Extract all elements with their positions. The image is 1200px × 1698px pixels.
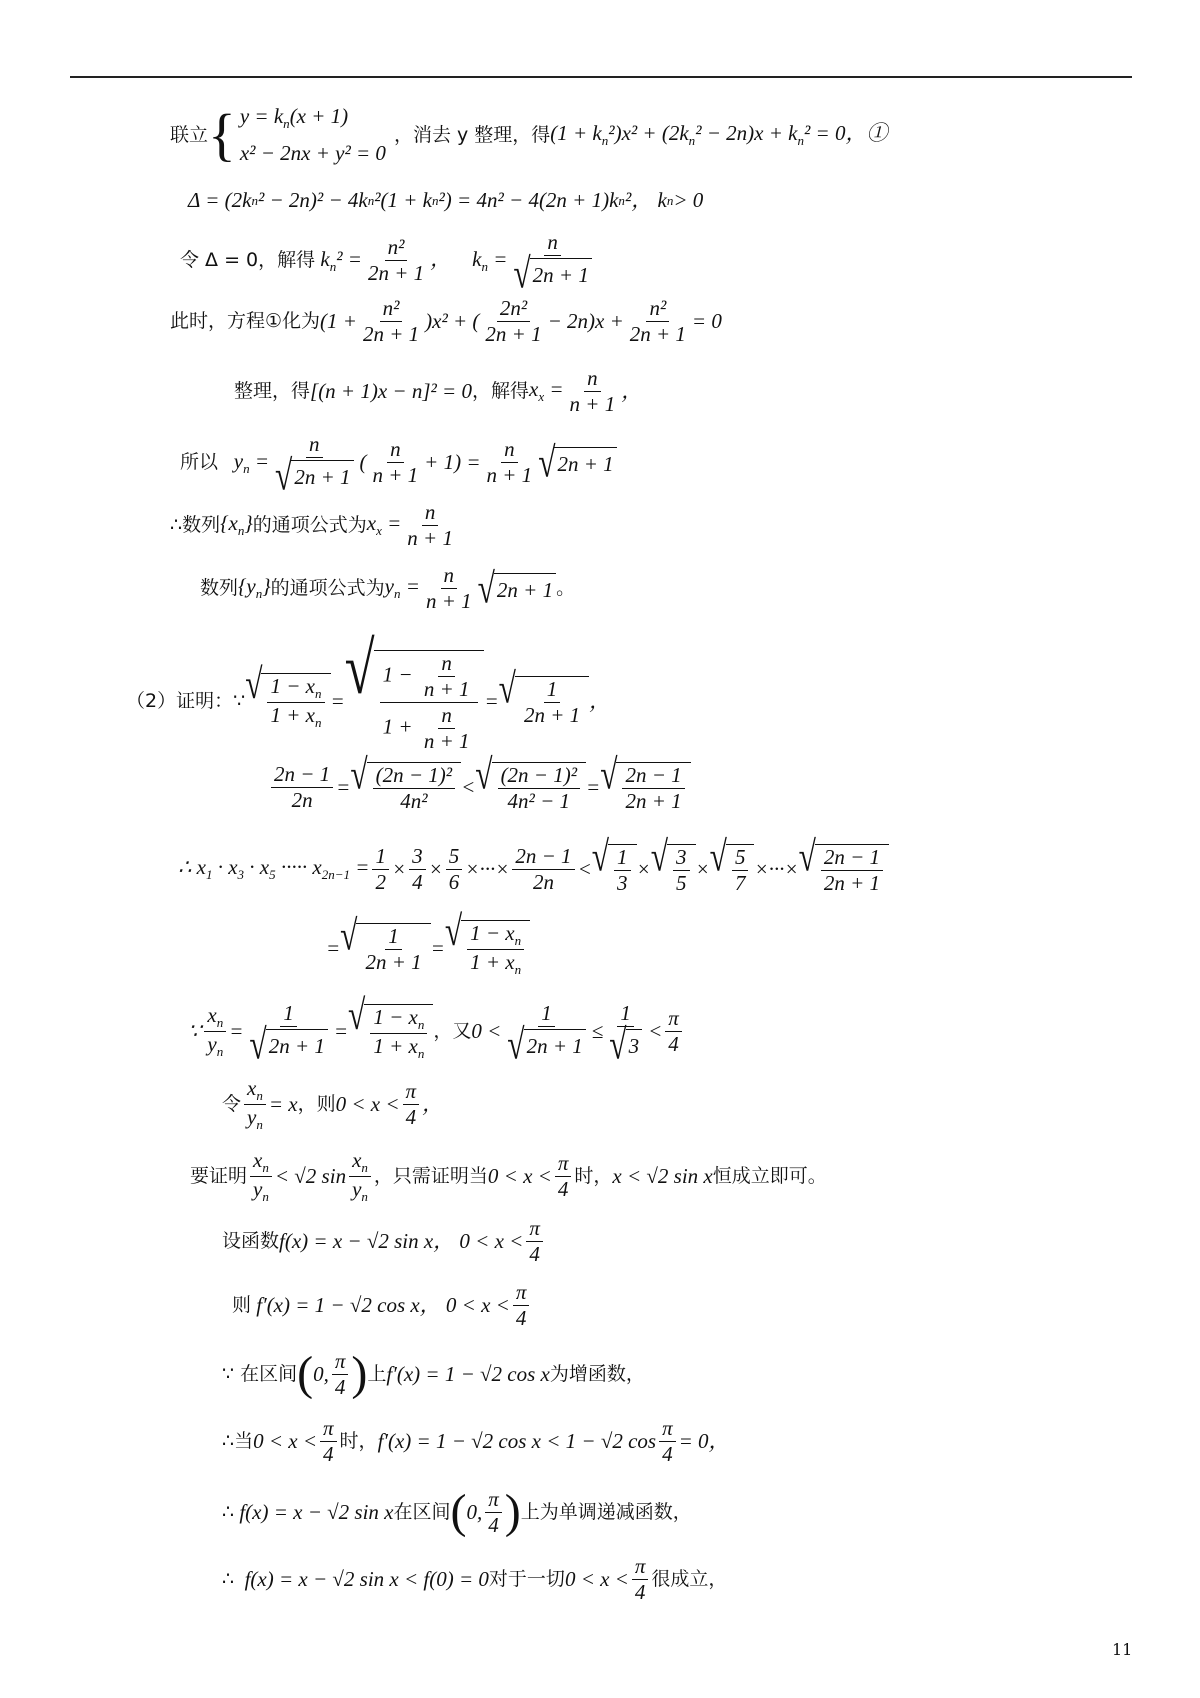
line-proof-start: （2）证明：∵ √ $\frac{1 - x_n}{1 + x_n}$ = √ 1 − $\frac{n}{n + 1}$ 1 + $\frac{n}{n + 1}$ = √ $\frac{1}{2n + 1}$ ，	[126, 626, 611, 753]
line-derivative: 则 f′(x) = 1 − √2 cos x， 0 < x < $\frac{\pi}{4}$	[232, 1282, 532, 1329]
line-yn-formula: 数列 $\{y_n\}$ 的通项公式为 $y_n$ = $\frac{n}{n + 1}$ √ 2n + 1 。	[200, 563, 576, 613]
line-negative: ∴当 0 < x < $\frac{\pi}{4}$ 时， f′(x) = 1 − √2 cos x < 1 − √2 cos $\frac{\pi}{4}$ = 0，	[222, 1416, 730, 1466]
page-number: 11	[1112, 1640, 1133, 1659]
line-define-f: 设函数 f(x) = x − √2 sin x， 0 < x < $\frac{\pi}{4}$	[222, 1218, 546, 1265]
line-system: 联立 { $y = k_n(x + 1)$ x² − 2nx + y² = 0 ，消去 y 整理，得 $(1 + k_n^2)x^2 + (2k_n^2 - 2n)x + k_n^2 = 0$，①	[170, 102, 888, 167]
line-let-x: 令 $\frac{x_n}{y_n}$ = x ，则 0 < x < $\frac{\pi}{4}$ ，	[222, 1076, 444, 1133]
line-solve-k: 令 Δ = 0，解得 $k_n^2$ = $\frac{\text{n²}}{2n + 1}$ ， $k_n$ = n √ 2n + 1	[180, 232, 598, 290]
line-product: ∴ $x_1 \cdot x_3 \cdot x_5$ ····· $x_{2n-1}$ = $\frac{1}{2}$ × $\frac{3}{4}$ × $\frac{5}{6}$ ×···× $\frac{2n - 1}{2n}$ < √ $\frac{1}{3}$ × √ $\frac{3}{5}$ × √ $\frac{5}{7}$ ×···× √ $\frac{2n - 1}{2n + 1}$	[178, 844, 889, 894]
line-increasing: ∵ 在区间 ( 0, $\frac{\pi}{4}$ ) 上 f′(x) = 1 − √2 cos x 为增函数，	[222, 1347, 645, 1400]
line-conclusion: ∴ f(x) = x − √2 sin x < f(0) = 0 对于一切 0 < x < $\frac{\pi}{4}$ 很成立，	[222, 1554, 728, 1604]
line-yn: 所以 $y_n$ = n √ 2n + 1 ( $\frac{n}{n + 1}$ + 1) = $\frac{n}{n + 1}$ √ 2n + 1	[180, 434, 617, 492]
line-delta: Δ = (2k n ² − 2n)² − 4k n ²(1 + k n ²) = 4n² − 4(2n + 1)k n ²， k n > 0	[188, 188, 704, 212]
line-to-prove: 要证明 $\frac{x_n}{y_n}$ < √2 sin $\frac{x_n}{y_n}$ ，只需证明当 0 < x < $\frac{\pi}{4}$ 时， x < √2 sin x 恒成立即可。	[190, 1148, 827, 1205]
line-equation: 此时，方程①化为 (1 + $\frac{\text{n²}}{2n + 1}$ )x² + ( $\frac{\text{2n²}}{2n + 1}$ − 2n)x + $\frac{\text{n²}}{2n + 1}$ = 0	[170, 296, 722, 346]
line-ratio: ∵ $\frac{x_n}{y_n}$ = 1 √ 2n + 1 = √ $\frac{1 - x_n}{1 + x_n}$ ，又 0 < 1 √ 2n + 1 ≤ 1 √ 3 < $\frac{\pi}{4}$	[188, 1003, 685, 1061]
line-simplify: 整理，得 [(n + 1)x − n]² = 0 ，解得 $x_x$ = $\frac{n}{n + 1}$ ，	[234, 366, 643, 416]
line-inequality: $\frac{2n - 1}{2n}$ = √ $\frac{\text{(2n − 1)²}}{\text{4n²}}$ < √ $\frac{\text{(2n − 1)²}}{\text{4n² − 1}}$ = √ $\frac{2n - 1}{2n + 1}$	[268, 762, 691, 812]
header-rule	[70, 76, 1132, 78]
line-xn-formula: ∴数列 $\{x_n\}$ 的通项公式为 $x_x$ = $\frac{n}{n + 1}$	[170, 500, 453, 550]
text-lianli: 联立	[170, 123, 209, 146]
line-decreasing: ∴ f(x) = x − √2 sin x 在区间 ( 0, $\frac{\pi}{4}$ ) 上为单调递减函数，	[222, 1485, 692, 1538]
line-product-result: = √ $\frac{1}{2n + 1}$ = √ $\frac{1 - x_n}{1 + x_n}$	[326, 920, 530, 976]
